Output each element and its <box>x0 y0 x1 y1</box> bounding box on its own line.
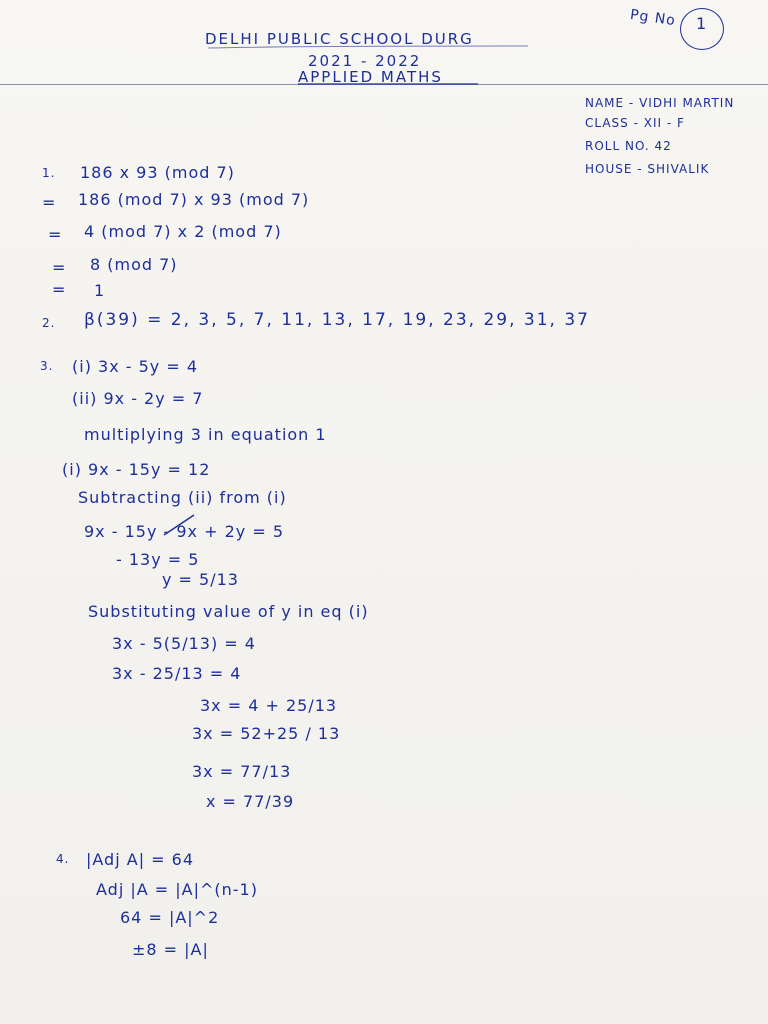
student-name: NAME - VIDHI MARTIN <box>585 96 735 110</box>
q1-eq-5: = <box>52 280 67 299</box>
academic-year: 2021 - 2022 <box>308 52 422 70</box>
school-name: DELHI PUBLIC SCHOOL DURG <box>205 30 474 48</box>
q1-line-4: 8 (mod 7) <box>90 255 178 274</box>
subject-title: APPLIED MATHS <box>298 68 443 86</box>
q3-number: 3. <box>40 359 54 373</box>
page-label: Pg No <box>629 6 677 30</box>
q1-line-1: 186 x 93 (mod 7) <box>80 163 235 182</box>
q3-line-11: 3x - 25/13 = 4 <box>112 664 242 683</box>
q1-number: 1. <box>42 166 56 180</box>
q1-eq-4: = <box>52 258 67 277</box>
student-roll: ROLL NO. 42 <box>585 139 672 153</box>
q3-line-6: 9x - 15y - 9x + 2y = 5 <box>84 522 284 541</box>
q3-line-15: x = 77/39 <box>206 792 295 811</box>
q1-eq-2: = <box>42 193 57 212</box>
q3-line-2: (ii) 9x - 2y = 7 <box>72 389 204 408</box>
q4-line-1: |Adj A| = 64 <box>86 850 195 869</box>
q2-answer: β(39) = 2, 3, 5, 7, 11, 13, 17, 19, 23, 29, 31, 37 <box>84 310 590 330</box>
q4-line-2: Adj |A = |A|^(n-1) <box>96 880 258 899</box>
q2-number: 2. <box>42 316 56 330</box>
q1-line-3: 4 (mod 7) x 2 (mod 7) <box>84 222 282 241</box>
q3-line-14: 3x = 77/13 <box>192 762 292 781</box>
q4-line-4: ±8 = |A| <box>132 940 209 959</box>
q4-number: 4. <box>56 852 70 866</box>
q3-line-10: 3x - 5(5/13) = 4 <box>112 634 256 653</box>
q1-line-2: 186 (mod 7) x 93 (mod 7) <box>78 190 310 209</box>
q3-line-5: Subtracting (ii) from (i) <box>78 488 287 507</box>
student-class: CLASS - XII - F <box>585 116 685 130</box>
page-number: 1 <box>696 14 708 33</box>
q3-line-4: (i) 9x - 15y = 12 <box>62 460 211 479</box>
student-house: HOUSE - SHIVALIK <box>585 162 710 176</box>
q4-line-3: 64 = |A|^2 <box>120 908 220 927</box>
q3-line-12: 3x = 4 + 25/13 <box>200 696 338 715</box>
q1-eq-3: = <box>48 225 63 244</box>
q3-line-8: y = 5/13 <box>162 570 239 589</box>
q1-line-5: 1 <box>94 281 106 300</box>
q3-line-9: Substituting value of y in eq (i) <box>88 602 369 621</box>
q3-line-1: (i) 3x - 5y = 4 <box>72 357 199 376</box>
q3-line-13: 3x = 52+25 / 13 <box>192 724 341 743</box>
q3-line-7: - 13y = 5 <box>116 550 200 569</box>
q3-line-3: multiplying 3 in equation 1 <box>84 425 327 444</box>
